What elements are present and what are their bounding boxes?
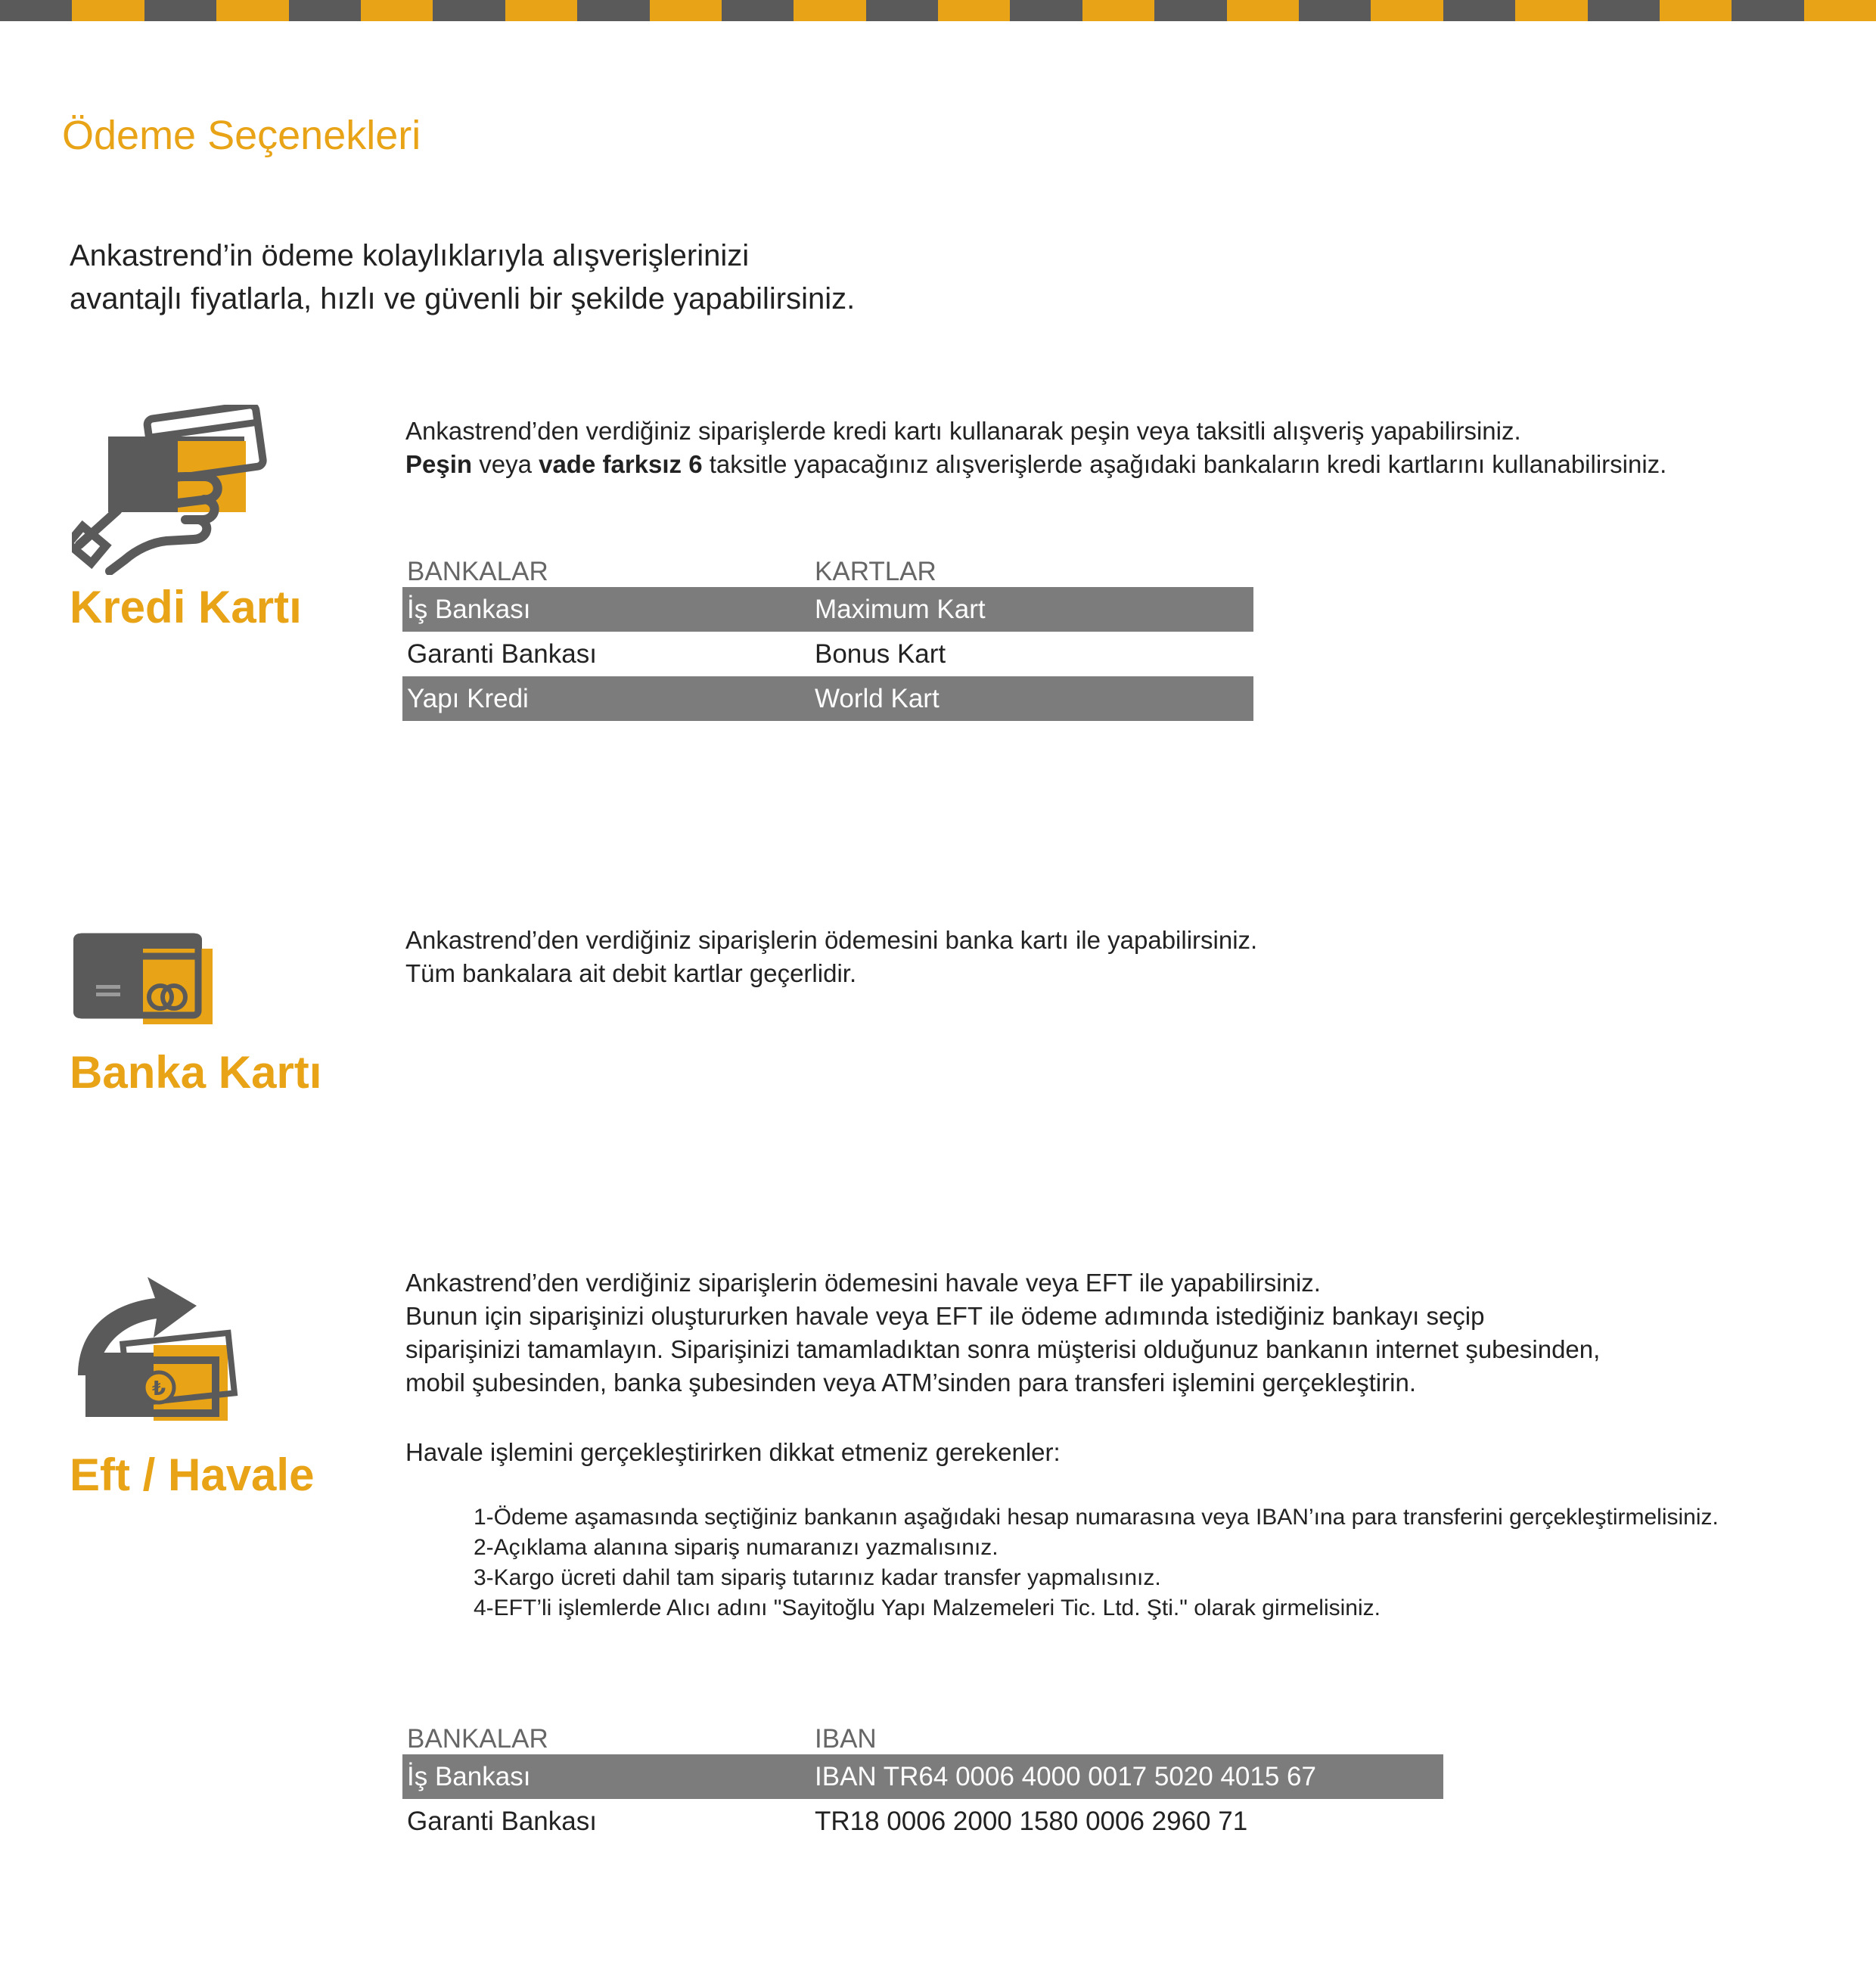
eft-line-4: mobil şubesinden, banka şubesinden veya ATM’sinden para transferi işlemini gerçekleştirin. [405,1369,1416,1397]
list-item: 3-Kargo ücreti dahil tam sipariş tutarınız kadar transfer yapmalısınız. [474,1565,1161,1590]
bold-pesin: Peşin [405,450,473,478]
stripe-segment [1082,0,1154,21]
text-taksitle: taksitle yapacağınız alışverişlerde aşağıdaki bankaların kredi kartlarını kullanabilirsiniz. [702,450,1667,478]
table-header [402,1717,1443,1754]
stripe-segment [722,0,794,21]
credit-card-line-2 [405,448,1666,481]
stripe-segment [1010,0,1082,21]
bank-card-line-2: Tüm bankalara ait debit kartlar geçerlidir. [405,959,857,987]
table-header [402,549,1253,587]
stripe-segment [938,0,1010,21]
bank-card-title: Banka Kartı [70,1047,322,1098]
top-stripe-bar [0,0,1876,21]
stripe-segment [866,0,938,21]
card-name: World Kart [815,683,940,713]
stripe-segment [1660,0,1732,21]
stripe-segment [505,0,577,21]
stripe-segment [216,0,288,21]
stripe-segment [577,0,649,21]
bank-name: İş Bankası [407,594,531,624]
bank-name: Garanti Bankası [407,1806,597,1836]
svg-text:₺: ₺ [151,1378,166,1400]
page-title: Ödeme Seçenekleri [62,113,421,158]
header-banks: BANKALAR [407,1724,548,1754]
bank-card-description [405,924,1257,990]
table-row [402,1754,1443,1799]
bank-card-line-1: Ankastrend’den verdiğiniz siparişlerin ödemesini banka kartı ile yapabilirsiniz. [405,926,1258,954]
stripe-segment [1588,0,1660,21]
stripe-segment [0,0,72,21]
eft-line-3: siparişinizi tamamlayın. Siparişinizi tamamladıktan sonra müşterisi olduğunuz bankanın internet şubesinden, [405,1335,1601,1363]
credit-card-title: Kredi Kartı [70,582,302,632]
money-transfer-icon [72,1262,242,1425]
stripe-segment [1371,0,1443,21]
eft-description [405,1266,1600,1400]
iban-value: TR18 0006 2000 1580 0006 2960 71 [815,1806,1248,1836]
stripe-segment [433,0,505,21]
header-iban: IBAN [815,1724,877,1754]
iban-value: IBAN TR64 0006 4000 0017 5020 4015 67 [815,1761,1316,1791]
stripe-segment [650,0,722,21]
credit-card-line-1: Ankastrend’den verdiğiniz siparişlerde kredi kartı kullanarak peşin veya taksitli alışveriş yapabilirsiniz. [405,417,1521,445]
table-row [402,632,1253,676]
card-name: Bonus Kart [815,638,946,669]
table-row [402,676,1253,721]
stripe-segment [1154,0,1226,21]
stripe-segment [794,0,865,21]
bank-name: Garanti Bankası [407,638,597,669]
intro-line-2: avantajlı fiyatlarla, hızlı ve güvenli bir şekilde yapabilirsiniz. [70,282,856,315]
stripe-segment [1732,0,1803,21]
stripe-segment [289,0,361,21]
bank-card-icon [73,931,217,1025]
table-row [402,587,1253,632]
credit-card-description [405,415,1666,481]
list-item: 4-EFT’li işlemlerde Alıcı adını "Sayitoğlu Yapı Malzemeleri Tic. Ltd. Şti." olarak girmelisiniz. [474,1595,1381,1620]
header-cards: KARTLAR [815,557,936,586]
stripe-segment [1515,0,1587,21]
stripe-segment [72,0,144,21]
bank-name: İş Bankası [407,1761,531,1791]
stripe-segment [1227,0,1299,21]
eft-title: Eft / Havale [70,1449,315,1500]
eft-instructions-list [474,1502,1719,1623]
list-item: 2-Açıklama alanına sipariş numaranızı yazmalısınız. [474,1535,999,1560]
hand-holding-card-icon [72,405,276,575]
card-name: Maximum Kart [815,594,986,624]
intro-line-1: Ankastrend’in ödeme kolaylıklarıyla alışverişlerinizi [70,239,750,272]
iban-table [402,1717,1443,1844]
stripe-segment [1804,0,1876,21]
eft-line-2: Bunun için siparişinizi oluştururken havale veya EFT ile ödeme adımında istediğiniz bankayı seçip [405,1302,1485,1330]
stripe-segment [361,0,433,21]
stripe-segment [1299,0,1371,21]
intro-text [70,235,855,321]
list-item: 1-Ödeme aşamasında seçtiğiniz bankanın aşağıdaki hesap numarasına veya IBAN’ına para transferini gerçekleştirmelisiniz. [474,1505,1719,1530]
table-row [402,1799,1443,1844]
stripe-segment [1443,0,1515,21]
bank-name: Yapı Kredi [407,683,529,713]
credit-card-bank-table [402,549,1253,721]
eft-line-1: Ankastrend’den verdiğiniz siparişlerin ödemesini havale veya EFT ile yapabilirsiniz. [405,1269,1321,1297]
header-banks: BANKALAR [407,557,548,586]
text-veya: veya [472,450,539,478]
stripe-segment [144,0,216,21]
eft-notice-title: Havale işlemini gerçekleştirirken dikkat etmeniz gerekenler: [405,1438,1061,1466]
bold-vade-farksiz: vade farksız 6 [539,450,703,478]
